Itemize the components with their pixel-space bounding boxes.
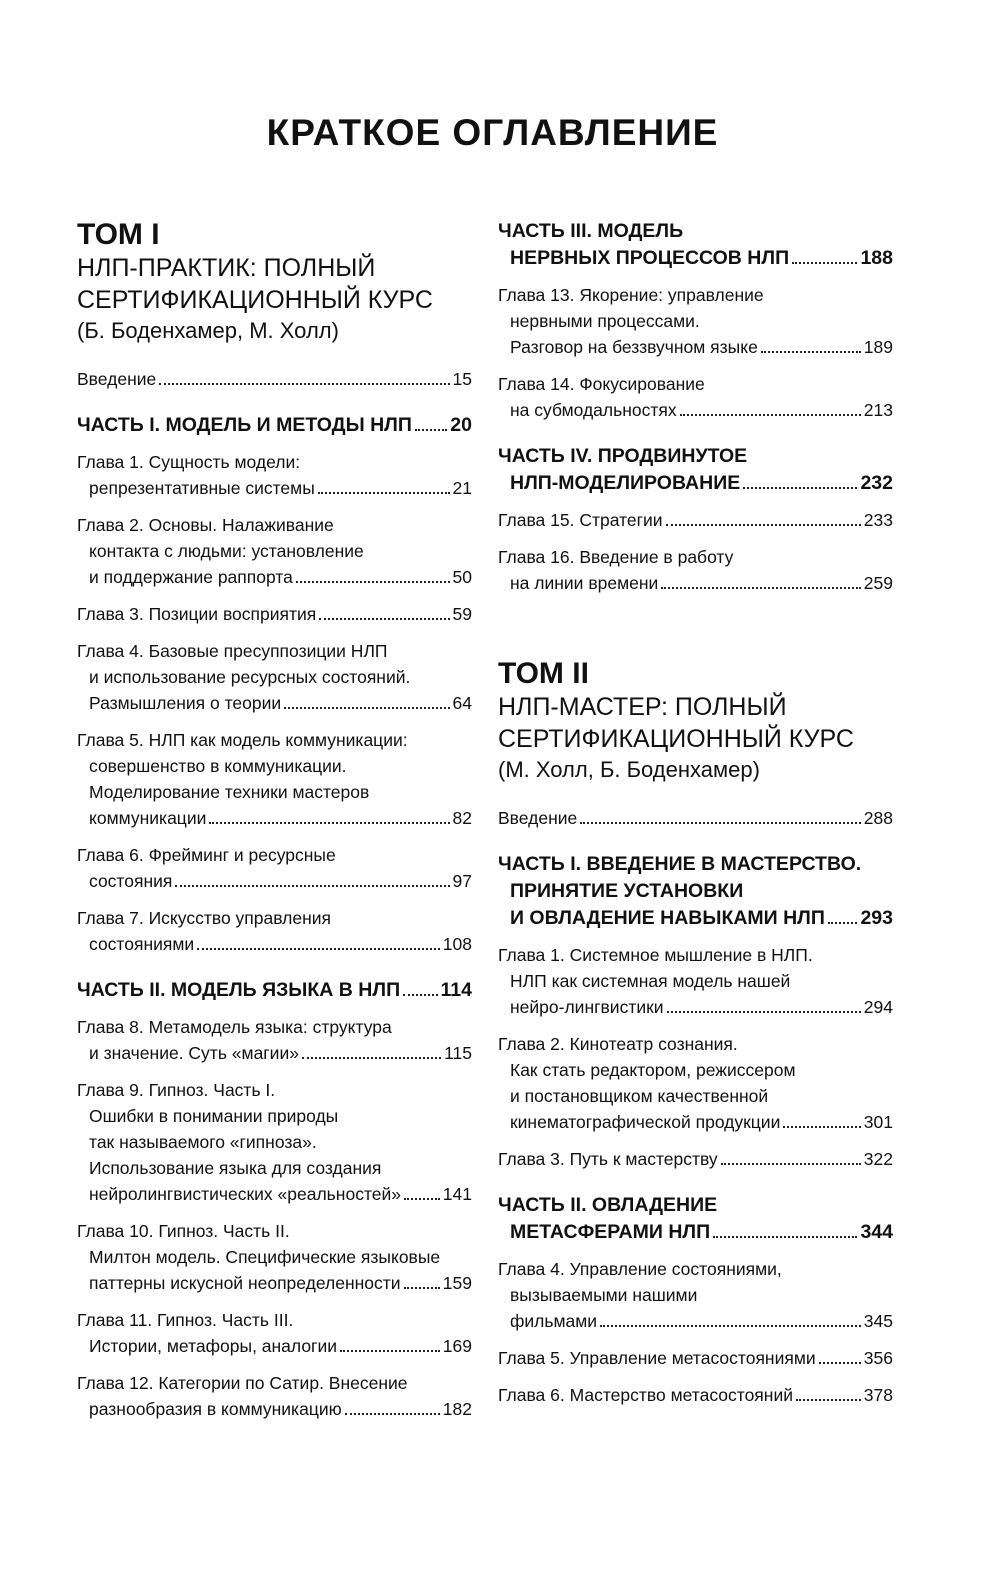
chapter-text: разнообразия в коммуникацию [89,1399,342,1419]
chapter-text: нейро-лингвистики [510,997,664,1017]
leader-dots [796,1399,861,1401]
part-last-line [77,412,472,439]
column-left [77,218,472,1433]
page-number: 50 [452,567,472,587]
page-number: 378 [863,1385,893,1405]
chapter-line: Глава 4. Управление состояниями, [498,1259,782,1279]
chapter-last-line [498,507,893,533]
chapter-last-line [77,805,472,831]
page-number: 115 [444,1043,472,1063]
chapter-text: на субмодальностях [510,400,677,420]
chapter-last-line [77,690,472,716]
leader-dots [580,822,861,824]
page-title: КРАТКОЕ ОГЛАВЛЕНИЕ [266,112,719,153]
chapter-line: контакта с людьми: установление [89,541,364,561]
chapter-line: Глава 16. Введение в работу [498,547,734,567]
chapter-line: Глава 1. Сущность модели: [77,452,301,472]
chapter-entry [77,449,472,501]
column-right [498,218,893,1419]
leader-dots [404,1287,440,1289]
leader-dots [667,1011,861,1013]
part-heading [498,1192,893,1246]
introduction-last-line [498,805,893,831]
volume-title-line: СЕРТИФИКАЦИОННЫЙ КУРС [498,725,854,753]
chapter-text: Размышления о теории [89,693,282,713]
toc-introduction [498,805,893,831]
part-line: ЧАСТЬ II. ОВЛАДЕНИЕ [498,1194,718,1216]
chapter-entry [77,1077,472,1207]
chapter-last-line [77,1040,472,1066]
page-number: 293 [860,907,893,929]
page-number: 356 [863,1348,893,1368]
part-text: НЛП-МОДЕЛИРОВАНИЕ [510,472,741,494]
leader-dots [600,1325,861,1327]
chapter-line: Глава 6. Фрейминг и ресурсные [77,845,336,865]
introduction-last-line [77,366,472,392]
page-number: 159 [442,1273,472,1293]
volume-authors: (М. Холл, Б. Боденхамер) [498,757,760,782]
part-line: ПРИНЯТИЕ УСТАНОВКИ [510,880,744,902]
page-number: 97 [452,871,472,891]
page-number: 288 [863,808,893,828]
leader-dots [403,994,437,996]
leader-dots [340,1350,440,1352]
chapter-last-line [77,1396,472,1422]
chapter-line: Глава 10. Гипноз. Часть II. [77,1221,290,1241]
chapter-last-line [498,1146,893,1172]
chapter-line: Глава 4. Базовые пресуппозиции НЛП [77,641,388,661]
chapter-entry [77,638,472,716]
chapter-text: Глава 6. Мастерство метасостояний [498,1385,793,1405]
part-line: ЧАСТЬ IV. ПРОДВИНУТОЕ [498,445,748,467]
chapter-line: Глава 1. Системное мышление в НЛП. [498,945,813,965]
chapter-line: нервными процессами. [510,311,700,331]
page-number: 213 [863,400,893,420]
chapter-last-line [77,868,472,894]
chapter-last-line [498,1345,893,1371]
chapter-text: и значение. Суть «магии» [89,1043,299,1063]
page-number: 59 [452,604,472,624]
chapter-last-line [77,564,472,590]
chapter-last-line [77,1181,472,1207]
chapter-last-line [77,931,472,957]
chapter-last-line [498,1308,893,1334]
chapter-last-line [77,1270,472,1296]
part-last-line [498,245,893,272]
chapter-line: Глава 2. Основы. Налаживание [77,515,334,535]
part-text: НЕРВНЫХ ПРОЦЕССОВ НЛП [510,247,790,269]
volume-label: ТОМ I [77,218,160,251]
part-last-line [498,1219,893,1246]
page-number: 21 [452,478,472,498]
part-heading [77,977,472,1004]
page-number: 114 [440,979,472,1001]
page-number: 64 [452,693,472,713]
leader-dots [761,351,861,353]
volume-1-toc-continued [498,218,893,596]
chapter-entry [498,1382,893,1408]
page-number: 189 [863,337,893,357]
chapter-text: репрезентативные системы [89,478,315,498]
leader-dots [159,383,449,385]
chapter-line: и использование ресурсных состояний. [89,667,411,687]
chapter-line: Глава 9. Гипноз. Часть I. [77,1080,276,1100]
leader-dots [197,948,440,950]
chapter-last-line [498,994,893,1020]
chapter-entry [498,371,893,423]
leader-dots [345,1413,440,1415]
chapter-entry [498,507,893,533]
chapter-line: Моделирование техники мастеров [89,782,370,802]
page-number: 20 [450,414,472,436]
page-number: 182 [442,1399,472,1419]
chapter-text: Глава 5. Управление метасостояниями [498,1348,816,1368]
chapter-text: кинематографической продукции [510,1112,781,1132]
chapter-line: Глава 5. НЛП как модель коммуникации: [77,730,408,750]
page-number: 15 [452,369,472,389]
chapter-last-line [77,1333,472,1359]
part-text: МЕТАСФЕРАМИ НЛП [510,1221,711,1243]
chapter-last-line [498,397,893,423]
chapter-line: так называемого «гипноза». [89,1132,317,1152]
chapter-line: совершенство в коммуникации. [89,756,347,776]
part-text: ЧАСТЬ I. МОДЕЛЬ И МЕТОДЫ НЛП [77,414,412,436]
toc-introduction [77,366,472,392]
part-line: ЧАСТЬ I. ВВЕДЕНИЕ В МАСТЕРСТВО. [498,853,862,875]
part-heading [498,443,893,497]
part-last-line [77,977,472,1004]
chapter-text: фильмами [510,1311,598,1331]
leader-dots [284,707,449,709]
leader-dots [296,581,450,583]
chapter-entry [77,842,472,894]
chapter-entry [498,1031,893,1135]
chapter-text: Глава 3. Позиции восприятия [77,604,317,624]
chapter-line: Глава 11. Гипноз. Часть III. [77,1310,294,1330]
page-number: 169 [442,1336,472,1356]
chapter-last-line [77,475,472,501]
leader-dots [209,822,449,824]
introduction-text: Введение [77,369,157,389]
chapter-text: нейролингвистических «реальностей» [89,1184,402,1204]
part-text: ЧАСТЬ II. МОДЕЛЬ ЯЗЫКА В НЛП [77,979,401,1001]
leader-dots [302,1057,441,1059]
leader-dots [713,1236,857,1238]
chapter-text: на линии времени [510,573,659,593]
chapter-last-line [77,601,472,627]
chapter-text: состояния [89,871,173,891]
chapter-entry [498,1256,893,1334]
page-number: 294 [863,997,893,1017]
volume-2-toc [498,805,893,1408]
volume-label: ТОМ II [498,657,589,690]
part-last-line [498,905,893,932]
chapter-entry [498,544,893,596]
leader-dots [819,1362,861,1364]
chapter-entry [77,1014,472,1066]
page-number: 141 [442,1184,472,1204]
leader-dots [783,1126,860,1128]
page-number: 82 [452,808,472,828]
chapter-line: вызываемыми нашими [510,1285,698,1305]
leader-dots [415,429,447,431]
chapter-entry [77,601,472,627]
leader-dots [721,1163,861,1165]
part-heading [498,218,893,272]
part-line: ЧАСТЬ III. МОДЕЛЬ [498,220,684,242]
page-number: 344 [860,1221,893,1243]
leader-dots [680,414,861,416]
chapter-entry [498,282,893,360]
chapter-line: Как стать редактором, режиссером [510,1060,796,1080]
page-number: 233 [863,510,893,530]
chapter-text: коммуникации [89,808,207,828]
leader-dots [828,922,858,924]
chapter-entry [77,512,472,590]
page-number: 108 [442,934,472,954]
part-last-line [498,470,893,497]
leader-dots [318,492,450,494]
chapter-line: Глава 13. Якорение: управление [498,285,764,305]
volume-1-toc [77,366,472,1422]
page-number: 188 [860,247,893,269]
volume-title-line: СЕРТИФИКАЦИОННЫЙ КУРС [77,286,433,314]
introduction-text: Введение [498,808,578,828]
page-number: 301 [863,1112,893,1132]
chapter-line: Глава 12. Категории по Сатир. Внесение [77,1373,408,1393]
leader-dots [666,524,861,526]
volume-1-header [77,218,472,346]
leader-dots [743,487,857,489]
chapter-last-line [498,334,893,360]
part-heading [498,851,893,932]
chapter-text: Разговор на беззвучном языке [510,337,758,357]
chapter-line: Использование языка для создания [89,1158,382,1178]
chapter-entry [77,727,472,831]
chapter-line: Глава 2. Кинотеатр сознания. [498,1034,738,1054]
leader-dots [792,262,857,264]
leader-dots [175,885,449,887]
page-number: 345 [863,1311,893,1331]
chapter-entry [77,1307,472,1359]
page-number: 232 [860,472,893,494]
chapter-text: паттерны искусной неопределенности [89,1273,401,1293]
page-number: 259 [863,573,893,593]
chapter-line: Милтон модель. Специфические языковые [89,1247,441,1267]
leader-dots [319,618,449,620]
volume-2-header [498,657,893,785]
chapter-last-line [498,1382,893,1408]
page-number: 322 [863,1149,893,1169]
chapter-entry [498,942,893,1020]
leader-dots [404,1198,440,1200]
chapter-line: Глава 8. Метамодель языка: структура [77,1017,392,1037]
leader-dots [661,587,861,589]
chapter-text: и поддержание раппорта [89,567,293,587]
part-text: И ОВЛАДЕНИЕ НАВЫКАМИ НЛП [510,907,825,929]
chapter-last-line [498,570,893,596]
chapter-line: Глава 14. Фокусирование [498,374,705,394]
chapter-text: Глава 3. Путь к мастерству [498,1149,718,1169]
chapter-entry [77,1218,472,1296]
chapter-entry [77,905,472,957]
part-heading [77,412,472,439]
chapter-line: и постановщиком качественной [510,1086,769,1106]
volume-title-line: НЛП-ПРАКТИК: ПОЛНЫЙ [77,254,376,282]
chapter-entry [498,1146,893,1172]
chapter-entry [77,1370,472,1422]
chapter-line: Глава 7. Искусство управления [77,908,331,928]
chapter-last-line [498,1109,893,1135]
chapter-line: НЛП как системная модель нашей [510,971,791,991]
chapter-entry [498,1345,893,1371]
chapter-text: Глава 15. Стратегии [498,510,663,530]
volume-authors: (Б. Боденхамер, М. Холл) [77,318,339,343]
chapter-line: Ошибки в понимании природы [89,1106,339,1126]
volume-title-line: НЛП-МАСТЕР: ПОЛНЫЙ [498,693,787,721]
chapter-text: состояниями [89,934,195,954]
chapter-text: Истории, метафоры, аналогии [89,1336,337,1356]
